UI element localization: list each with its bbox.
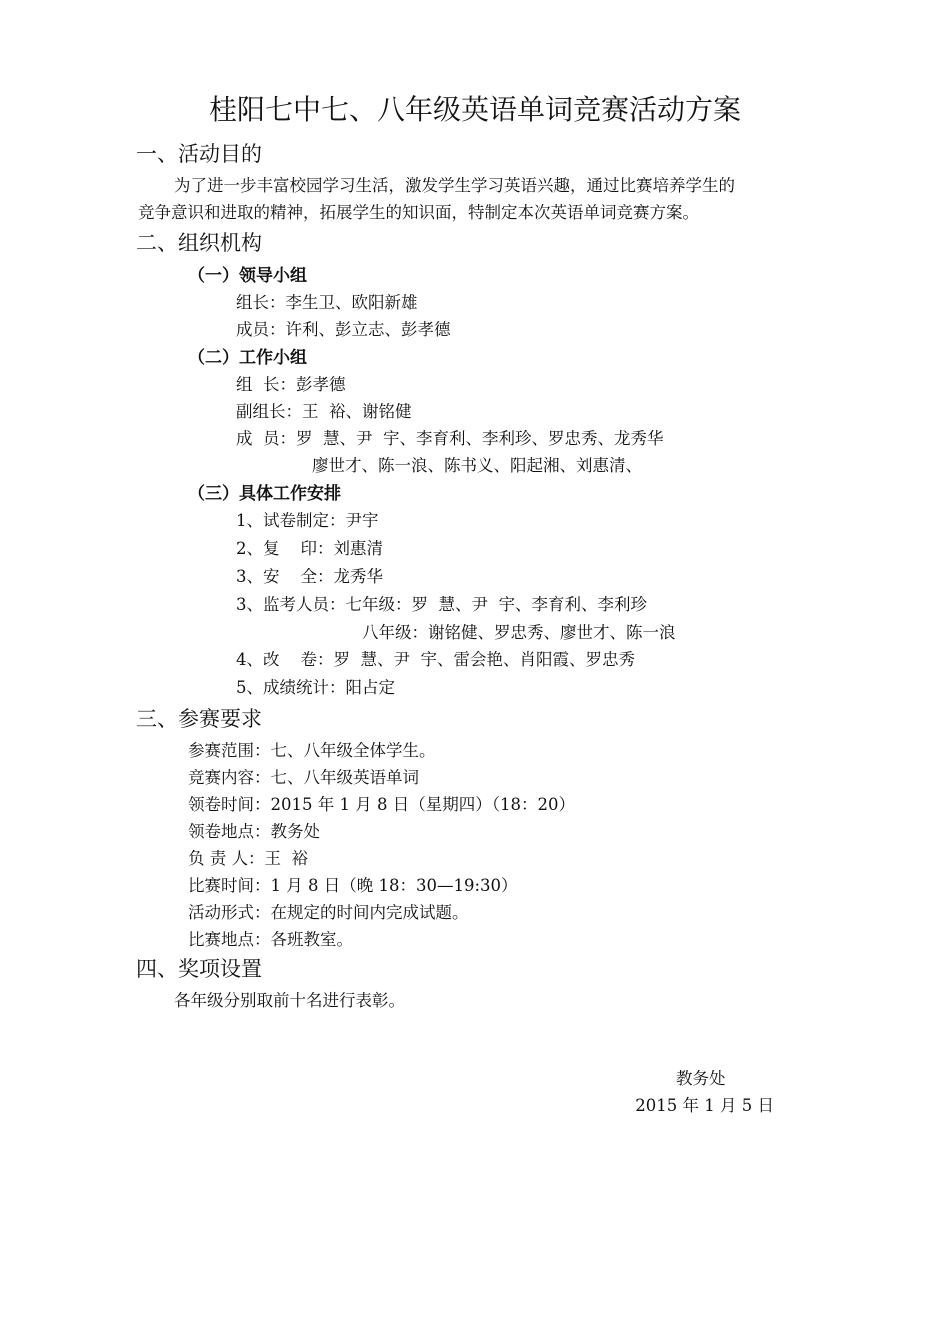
signature-org: 教务处 <box>676 1069 726 1088</box>
document-title: 桂阳七中七、八年级英语单词竞赛活动方案 <box>208 93 741 126</box>
section-heading-awards: 四、奖项设置 <box>136 957 262 981</box>
requirement-line: 负 责 人：王 裕 <box>188 849 308 868</box>
working-group-members: 成 员：罗 慧、尹 宇、李育利、李利珍、罗忠秀、龙秀华 <box>236 429 664 448</box>
working-group-members-cont: 廖世才、陈一浪、陈书义、阳起湘、刘惠清、 <box>312 456 642 475</box>
task-item-cont: 八年级：谢铭健、罗忠秀、廖世才、陈一浪 <box>362 623 676 642</box>
task-item: 3、监考人员：七年级：罗 慧、尹 宇、李育利、李利珍 <box>236 595 647 614</box>
task-item: 2、复 印：刘惠清 <box>236 539 383 558</box>
working-group-leader: 组 长：彭孝德 <box>236 375 346 394</box>
requirement-line: 比赛时间：1 月 8 日（晚 18：30—19:30） <box>188 876 518 895</box>
subheading-work-arrangement: （三）具体工作安排 <box>188 484 341 504</box>
task-item: 1、试卷制定：尹宇 <box>236 511 379 530</box>
requirement-line: 领卷地点：教务处 <box>188 822 320 841</box>
signature-date: 2015 年 1 月 5 日 <box>635 1096 774 1115</box>
leadership-members: 成员：许利、彭立志、彭孝德 <box>236 320 451 339</box>
subheading-working-group: （二）工作小组 <box>188 348 307 368</box>
working-group-deputy: 副组长：王 裕、谢铭健 <box>236 402 412 421</box>
section-heading-purpose: 一、活动目的 <box>136 142 262 166</box>
paragraph-line: 为了进一步丰富校园学习生活，激发学生学习英语兴趣，通过比赛培养学生的 <box>174 176 735 195</box>
requirement-line: 活动形式：在规定的时间内完成试题。 <box>188 903 469 922</box>
requirement-line: 参赛范围：七、八年级全体学生。 <box>188 741 436 760</box>
awards-paragraph: 各年级分别取前十名进行表彰。 <box>174 991 405 1010</box>
leadership-leader: 组长：李生卫、欧阳新雄 <box>236 293 418 312</box>
task-item: 3、安 全：龙秀华 <box>236 567 383 586</box>
task-item: 4、改 卷：罗 慧、尹 宇、雷会艳、肖阳霞、罗忠秀 <box>236 650 635 669</box>
subheading-leadership-group: （一）领导小组 <box>188 266 307 286</box>
paragraph-line: 竞争意识和进取的精神，拓展学生的知识面，特制定本次英语单词竞赛方案。 <box>138 203 699 222</box>
requirement-line: 比赛地点：各班教室。 <box>188 930 353 949</box>
section-heading-requirements: 三、参赛要求 <box>136 707 262 731</box>
task-item: 5、成绩统计：阳占定 <box>236 678 395 697</box>
section-heading-organization: 二、组织机构 <box>136 231 262 255</box>
requirement-line: 领卷时间：2015 年 1 月 8 日（星期四）（18：20） <box>188 795 575 814</box>
requirement-line: 竞赛内容：七、八年级英语单词 <box>188 768 419 787</box>
